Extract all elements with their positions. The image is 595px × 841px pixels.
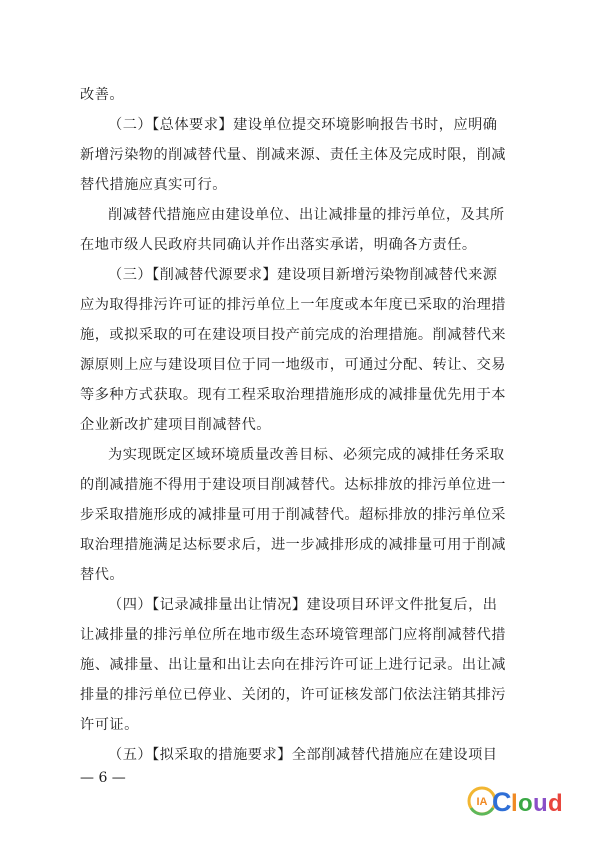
svg-text:l: l: [511, 790, 518, 817]
text-line: 改善。: [80, 87, 125, 103]
text-line: 让减排量的排污单位所在地市级生态环境管理部门应将削减替代措: [80, 627, 506, 643]
text-line: 取治理措施满足达标要求后，进一步减排形成的减排量可用于削减: [80, 537, 506, 553]
text-line: 在地市级人民政府共同确认并作出落实承诺，明确各方责任。: [80, 237, 477, 253]
text-line: 替代措施应真实可行。: [80, 177, 227, 193]
document-body: [80, 80, 520, 770]
text-line: 应为取得排污许可证的排污单位上一年度或本年度已采取的治理措: [80, 297, 506, 313]
text-line: （二）【总体要求】建设单位提交环境影响报告书时，应明确: [108, 117, 498, 133]
text-line: 施、减排量、出让量和出让去向在排污许可证上进行记录。出让减: [80, 657, 506, 673]
text-line: 源原则上应与建设项目位于同一地级市，可通过分配、转让、交易: [80, 357, 506, 373]
iacloud-logo: [465, 777, 575, 823]
text-line: 排量的排污单位已停业、关闭的，许可证核发部门依法注销其排污: [80, 687, 506, 703]
text-line: 许可证。: [80, 717, 139, 733]
text-line: （三）【削减替代源要求】建设项目新增污染物削减替代来源: [108, 267, 498, 283]
text-line: 等多种方式获取。现有工程采取治理措施形成的减排量优先用于本: [80, 387, 506, 403]
text-line: 施，或拟采取的可在建设项目投产前完成的治理措施。削减替代来: [80, 327, 506, 343]
svg-text:IA: IA: [476, 796, 488, 808]
text-line: 替代。: [80, 567, 125, 583]
text-line: 为实现既定区域环境质量改善目标、必须完成的减排任务采取: [108, 447, 505, 463]
text-line: （四）【记录减排量出让情况】建设项目环评文件批复后，出: [108, 597, 498, 613]
text-line: 企业新改扩建项目削减替代。: [80, 417, 271, 433]
text-line: 新增污染物的削减替代量、削减来源、责任主体及完成时限，削减: [80, 147, 506, 163]
text-line: 步采取措施形成的减排量可用于削减替代。超标排放的排污单位采: [80, 507, 506, 523]
page-number: — 6 —: [80, 770, 126, 786]
svg-text:u: u: [533, 790, 548, 817]
svg-text:d: d: [548, 790, 563, 817]
text-line: （五）【拟采取的措施要求】全部削减替代措施应在建设项目: [108, 747, 498, 763]
svg-text:o: o: [518, 790, 533, 817]
svg-text:C: C: [492, 787, 512, 817]
text-line: 削减替代措施应由建设单位、出让减排量的排污单位，及其所: [108, 207, 505, 223]
text-line: 的削减措施不得用于建设项目削减替代。达标排放的排污单位进一: [80, 477, 506, 493]
